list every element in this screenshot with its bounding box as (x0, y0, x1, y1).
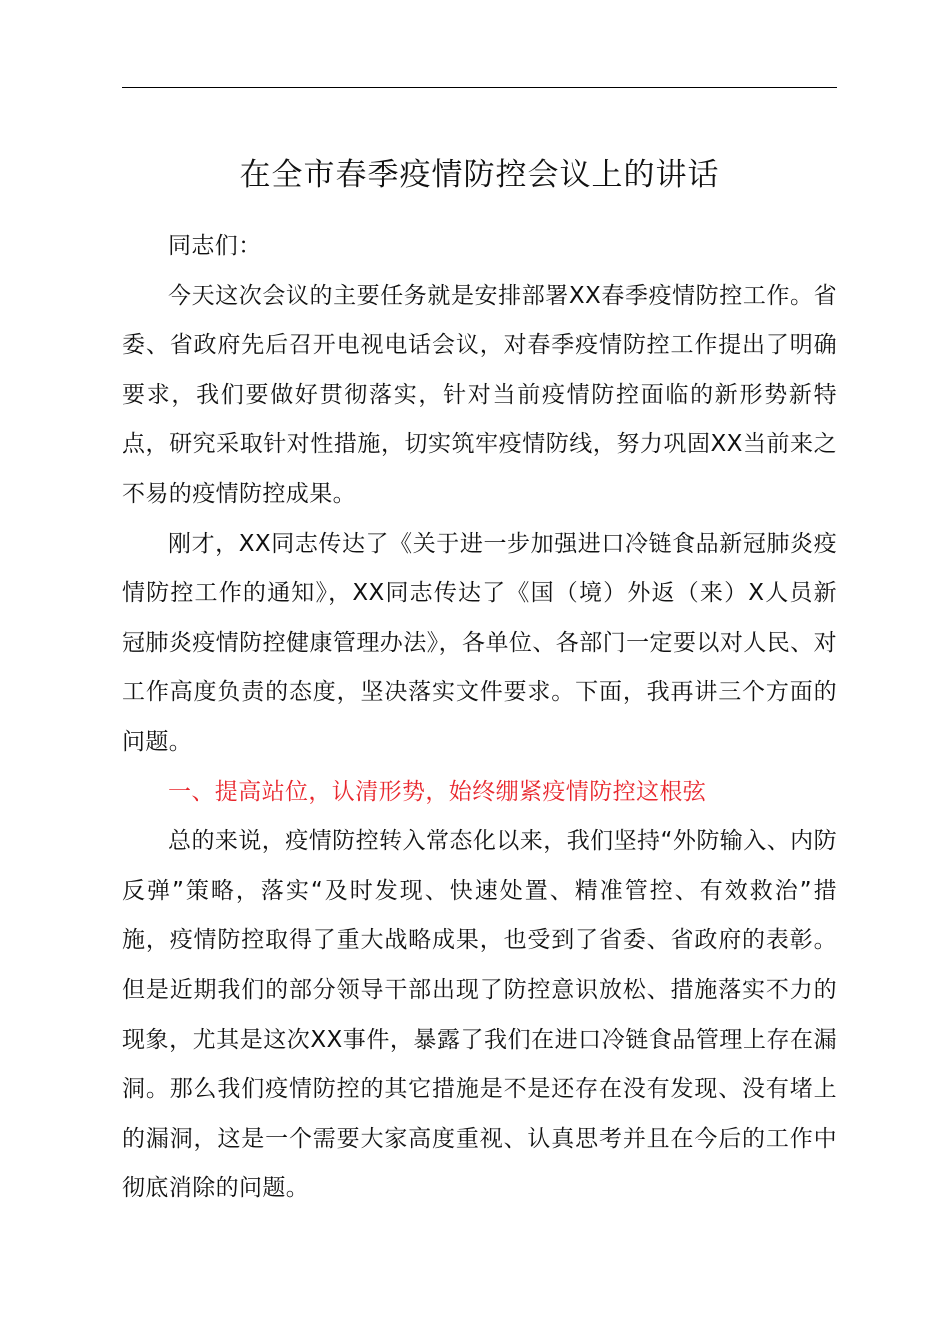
salutation: 同志们： (168, 233, 262, 259)
paragraph-section-1: 总的来说，疫情防控转入常态化以来，我们坚持“外防输入、内防反弹”策略，落实“及时发现、快速处置、精准管控、有效救治”措施，疫情防控取得了重大战略成果，也受到了省委、省政府的表彰。但是近期我们的部分领导干部出现了防控意识放松、措施落实不力的现象，尤其是这次XX事件，暴露了我们在进口冷链食品管理上存在漏洞。那么我们疫情防控的其它措施是不是还存在没有发现、没有堵上的漏洞，这是一个需要大家高度重视、认真思考并且在今后的工作中彻底消除的问题。 (122, 828, 837, 1202)
section-heading-1: 一、提高站位，认清形势，始终绷紧疫情防控这根弦 (168, 778, 707, 805)
paragraph-intro: 今天这次会议的主要任务就是安排部署XX春季疫情防控工作。省委、省政府先后召开电视电话会议，对春季疫情防控工作提出了明确要求，我们要做好贯彻落实，针对当前疫情防控面临的新形势新特点，研究采取针对性措施，切实筑牢疫情防线，努力巩固XX当前来之不易的疫情防控成果。 (122, 282, 837, 507)
paragraph-documents: 刚才，XX同志传达了《关于进一步加强进口冷链食品新冠肺炎疫情防控工作的通知》，XX同志传达了《国（境）外返（来）X人员新冠肺炎疫情防控健康管理办法》，各单位、各部门一定要以对人民、对工作高度负责的态度，坚决落实文件要求。下面，我再讲三个方面的问题。 (122, 530, 837, 755)
document-title: 在全市春季疫情防控会议上的讲话 (239, 157, 720, 193)
document-body (122, 222, 837, 1214)
header-rule (122, 87, 837, 88)
